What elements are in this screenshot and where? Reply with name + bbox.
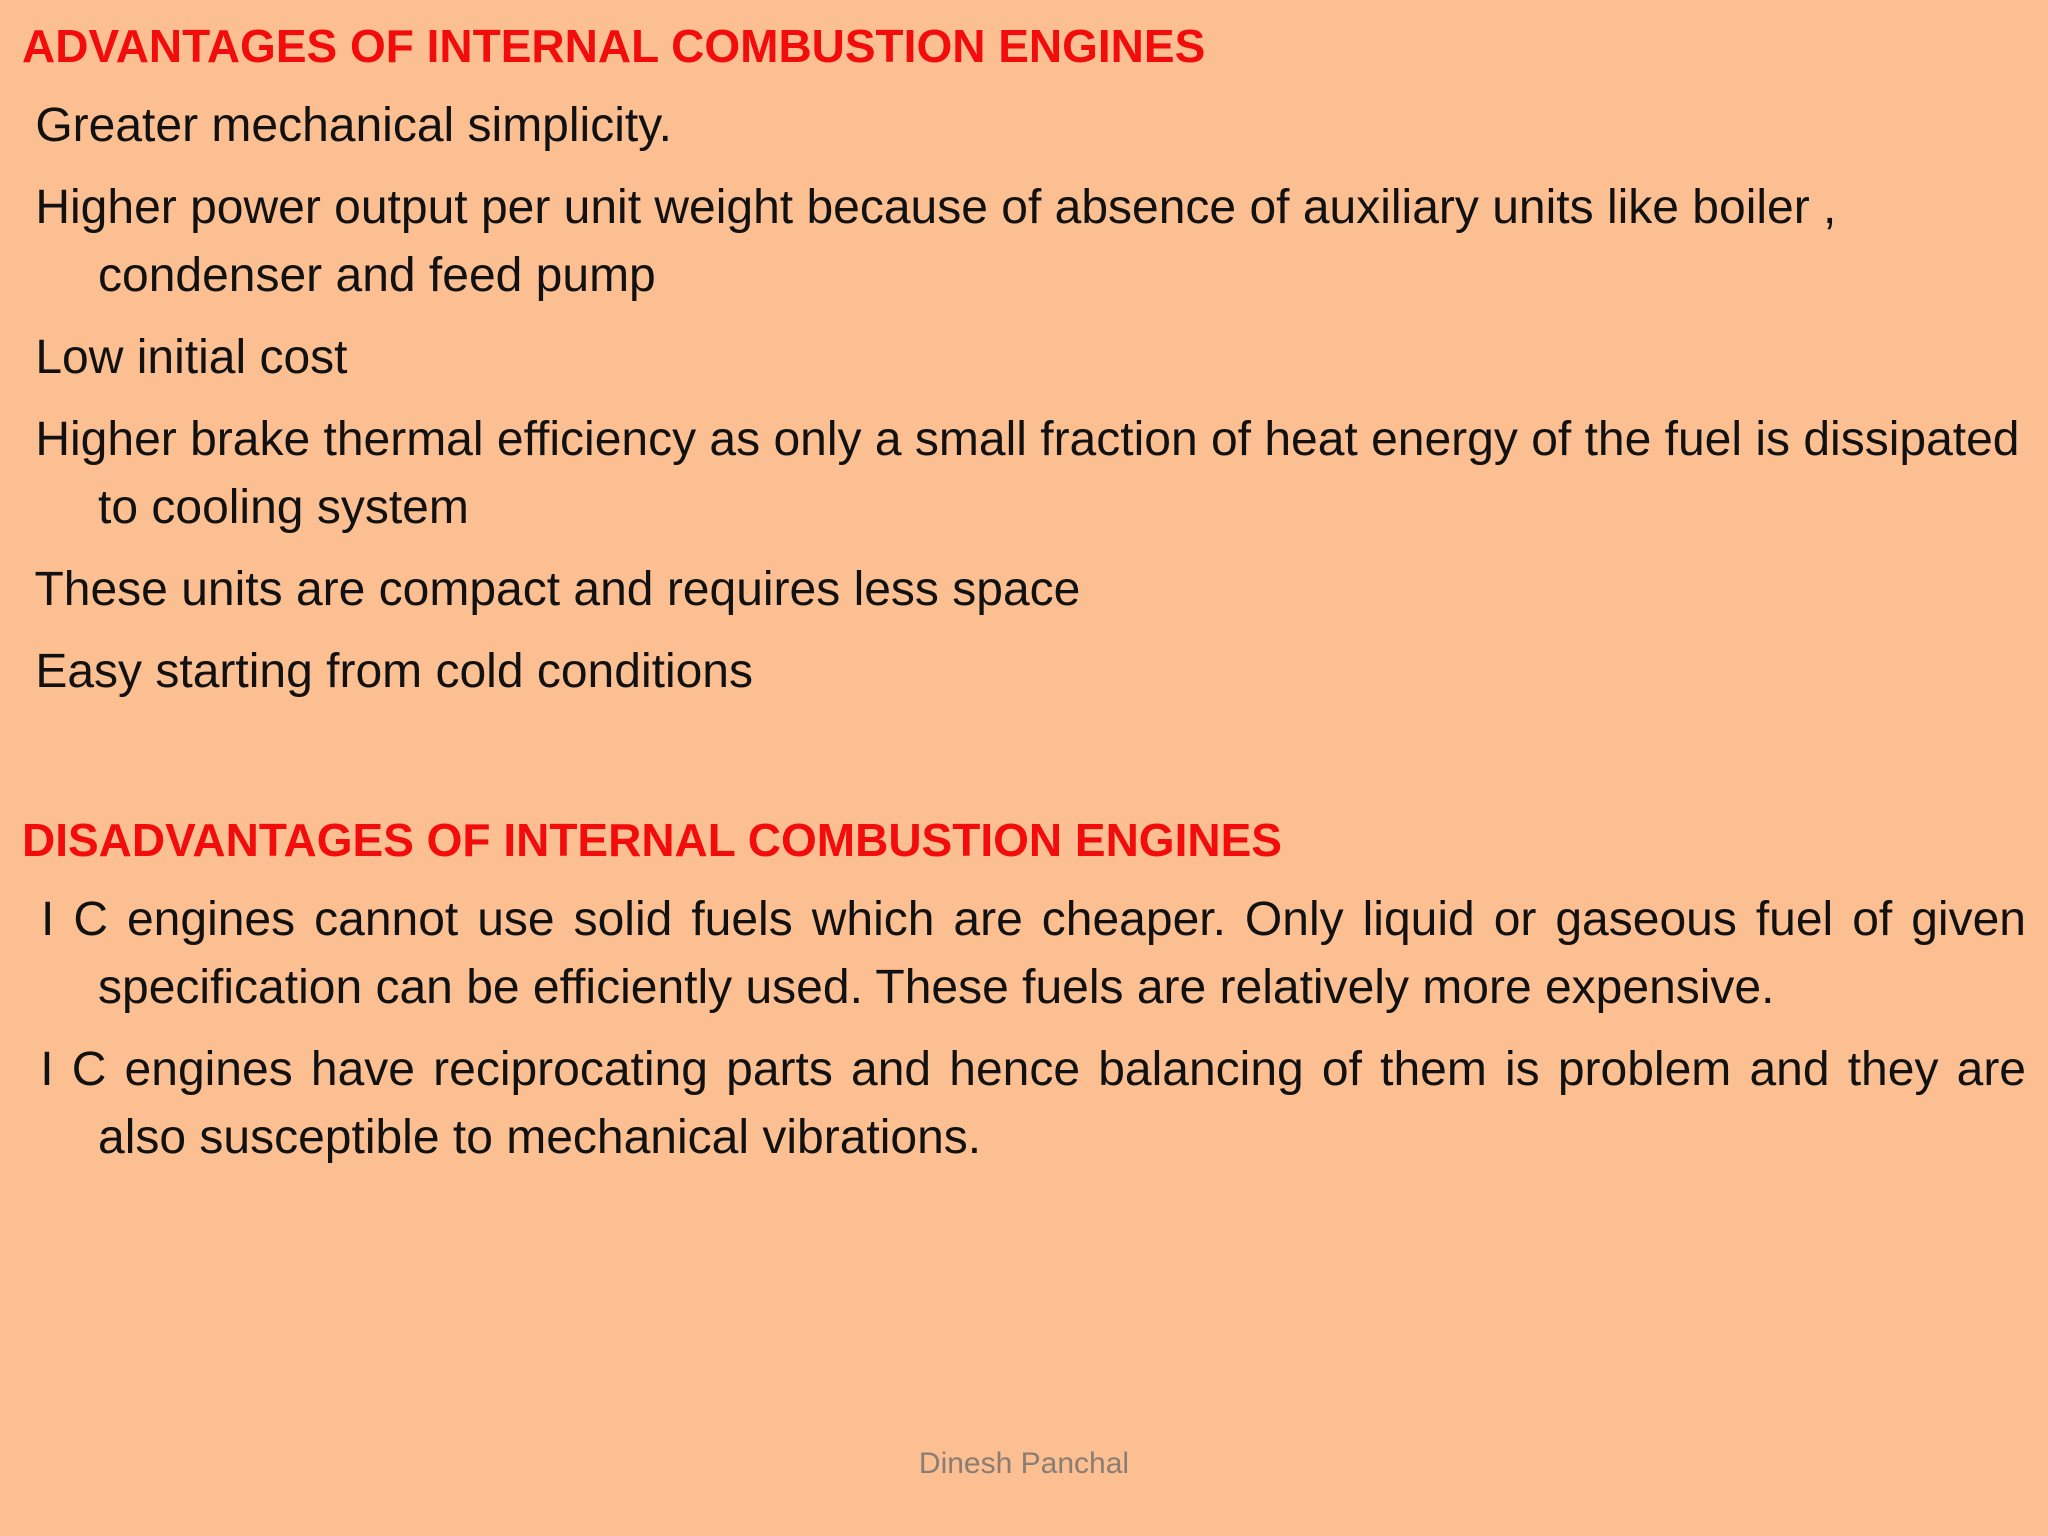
disadvantage-item-1 (22, 886, 2026, 1022)
item-text: Easy starting from cold conditions (35, 645, 753, 698)
advantages-list (22, 92, 2026, 706)
item-text: These units are compact and requires less space (34, 563, 1081, 616)
item-text: Greater mechanical simplicity. (35, 99, 672, 152)
footer-author: Dinesh Panchal (918, 1447, 1130, 1480)
disadvantage-item-2 (22, 1036, 2026, 1172)
advantage-item-4 (22, 406, 2026, 542)
item-text: Higher brake thermal efficiency as only a small fraction of heat energy of the fuel is dissipated to cooling system (35, 413, 2020, 534)
advantage-item-2 (22, 174, 2026, 310)
item-text: I C engines cannot use solid fuels which are cheaper. Only liquid or gaseous fuel of given specification can be efficiently used. These fuels are relatively more expensive. (41, 893, 2026, 1014)
advantage-item-5 (22, 556, 2026, 624)
item-text: Low initial cost (35, 331, 348, 384)
item-text: Higher power output per unit weight because of absence of auxiliary units like boiler , condenser and feed pump (35, 181, 1837, 302)
disadvantages-list (22, 886, 2026, 1172)
slide-content (22, 14, 2026, 1186)
advantage-item-6 (22, 638, 2026, 706)
disadvantages-heading: DISADVANTAGES OF INTERNAL COMBUSTION ENGINES (22, 814, 1282, 866)
item-text: I C engines have reciprocating parts and hence balancing of them is problem and they are also susceptible to mechanical vibrations. (40, 1043, 2026, 1164)
section-spacer (22, 720, 2026, 808)
advantages-heading: ADVANTAGES OF INTERNAL COMBUSTION ENGINES (22, 20, 1206, 72)
advantage-item-1 (22, 92, 2026, 160)
advantage-item-3 (22, 324, 2026, 392)
